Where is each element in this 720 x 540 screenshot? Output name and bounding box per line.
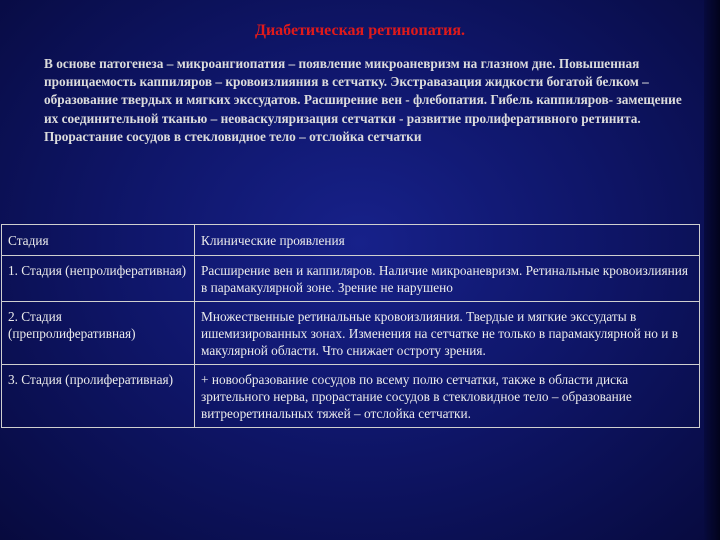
table-header-row: [2, 225, 700, 256]
table-row: [2, 302, 700, 365]
stage-cell: 2. Стадия (препролиферативная): [2, 302, 195, 365]
intro-paragraph: В основе патогенеза – микроангиопатия – появление микроаневризм на глазном дне. Повышенная проницаемость каппиляров – кровоизлияния в сетчатку. Экстравазация жидкости богатой белком – образование твердых и мягких экссудатов. Расширение вен - флебопатия. Гибель каппиляров- замещение их соединительной тканью – неоваскуляризация сетчатки - развитие пролиферативного ретинита. Прорастание сосудов в стекловидное тело – отслойка сетчатки: [44, 56, 682, 144]
stages-table: [1, 224, 700, 428]
stage-cell: 1. Стадия (непролиферативная): [2, 256, 195, 302]
header-manifestations: Клинические проявления: [195, 225, 700, 256]
stage-cell: 3. Стадия (пролиферативная): [2, 365, 195, 428]
table-row: [2, 365, 700, 428]
manifestations-cell: + новообразование сосудов по всему полю сетчатки, также в области диска зрительного нерва, прорастание сосудов в стекловидное тело – образование витреоретинальных тяжей – отслойка сетчатки.: [195, 365, 700, 428]
right-edge-band: [704, 0, 720, 540]
slide-title: Диабетическая ретинопатия.: [254, 22, 466, 39]
header-stage: Стадия: [2, 225, 195, 256]
manifestations-cell: Множественные ретинальные кровоизлияния. Твердые и мягкие экссудаты в ишемизированных зонах. Изменения на сетчатке не только в парамакулярной но и в макулярной области. Что снижает остроту зрения.: [195, 302, 700, 365]
manifestations-cell: Расширение вен и каппиляров. Наличие микроаневризм. Ретинальные кровоизлияния в парамакулярной зоне. Зрение не нарушено: [195, 256, 700, 302]
table-row: [2, 256, 700, 302]
